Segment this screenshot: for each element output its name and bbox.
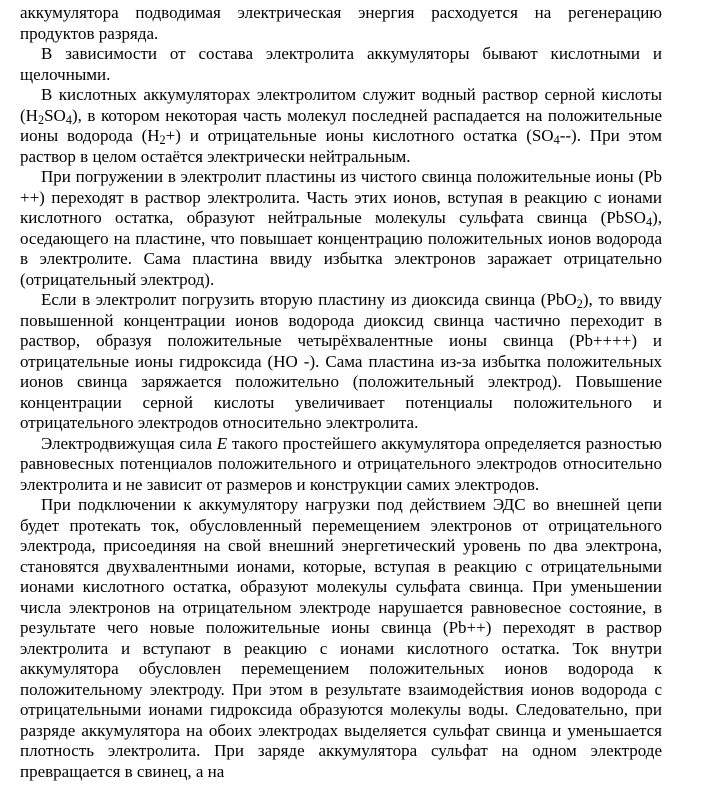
text-run: ), то ввиду повышенной концентрации ионов водорода диоксид свинца частично переходит в раствор, образуя положительные четырёхвалентные ионы свинца (Pb++++) и отрицательные ионы гидроксида (HO -). Сама пластина из-за избытка положительных ионов свинца заряжается положительно (положительный электрод). Повышение концентрации серной кислоты увеличивает потенциалы положительного и отрицательного электродов относительно электролита.: [20, 290, 662, 432]
paragraph-acid-batteries: [20, 85, 662, 167]
text-run: --). При этом раствор в целом остаётся электрически нейтральным.: [20, 126, 662, 166]
subscript: 4: [65, 112, 72, 127]
text-run: ), оседающего на пластине, что повышает концентрацию положительных ионов водорода в электролите. Сама пластина ввиду избытка электронов заражает отрицательно (отрицательный электрод).: [20, 208, 662, 289]
subscript: 2: [159, 133, 166, 148]
subscript: 4: [645, 215, 653, 230]
paragraph-emf: [20, 434, 662, 496]
paragraph-continuation: аккумулятора подводимая электрическая энергия расходуется на регенерацию продуктов разряда.: [20, 3, 662, 43]
text-run: ), в котором некоторая часть молекул последней распадается на положительные ионы водорода (H: [20, 105, 662, 145]
text-run: +) и отрицательные ионы кислотного остатка (SO: [165, 126, 554, 145]
text-run: такого простейшего аккумулятора определяется разностью равновесных потенциалов положительного и отрицательного электродов относительно электролита и не зависит от размеров и конструкции самих электродов.: [20, 433, 662, 494]
text-run: В кислотных аккумуляторах электролитом служит водный раствор серной кислоты (H: [20, 85, 662, 125]
text-run: При погружении в электролит пластины из чистого свинца положительные ионы (Pb ++) переходят в раствор электролита. Часть этих ионов, вступая в реакцию с ионами кислотного остатка, образуют нейтральные молекулы сульфата свинца (PbSO: [20, 167, 662, 227]
paragraph-lead-plate: [20, 167, 662, 290]
paragraph-electrolyte-types: В зависимости от состава электролита аккумуляторы бывают кислотными и щелочными.: [20, 44, 662, 84]
paragraph-discharge: При подключении к аккумулятору нагрузки под действием ЭДС во внешней цепи будет протекать ток, обусловленный перемещением электронов от отрицательного электрода, присоединяя на свой внешний энергетический уровень по два электрона, становятся двухвалентными ионами, которые, вступая в реакцию с отрицательными ионами кислотного остатка, образуют молекулы сульфата свинца. При уменьшении числа электронов на отрицательном электроде нарушается равновесное состояние, в результате чего новые положительные ионы свинца (Pb++) переходят в раствор электролита и вступают в реакцию с ионами кислотного остатка. Ток внутри аккумулятора обусловлен перемещением положительных ионов водорода к положительному электроду. При этом в результате взаимодействия ионов водорода с отрицательными ионами гидроксида образуются молекулы воды. Следовательно, при разряде аккумулятора на обоих электродах выделяется сульфат свинца и уменьшается плотность электролита. При заряде аккумулятора сульфат на одном электроде превращается в свинец, а на: [20, 495, 662, 781]
text-run: Электродвижущая сила: [41, 433, 217, 453]
paragraph-lead-dioxide-plate: [20, 290, 662, 434]
subscript: 2: [37, 112, 45, 127]
subscript: 2: [576, 297, 583, 312]
text-run: SO: [44, 105, 66, 125]
text-run: Если в электролит погрузить вторую пластину из диоксида свинца (PbO: [41, 290, 577, 309]
subscript: 4: [553, 133, 560, 148]
emf-symbol: E: [216, 433, 228, 453]
